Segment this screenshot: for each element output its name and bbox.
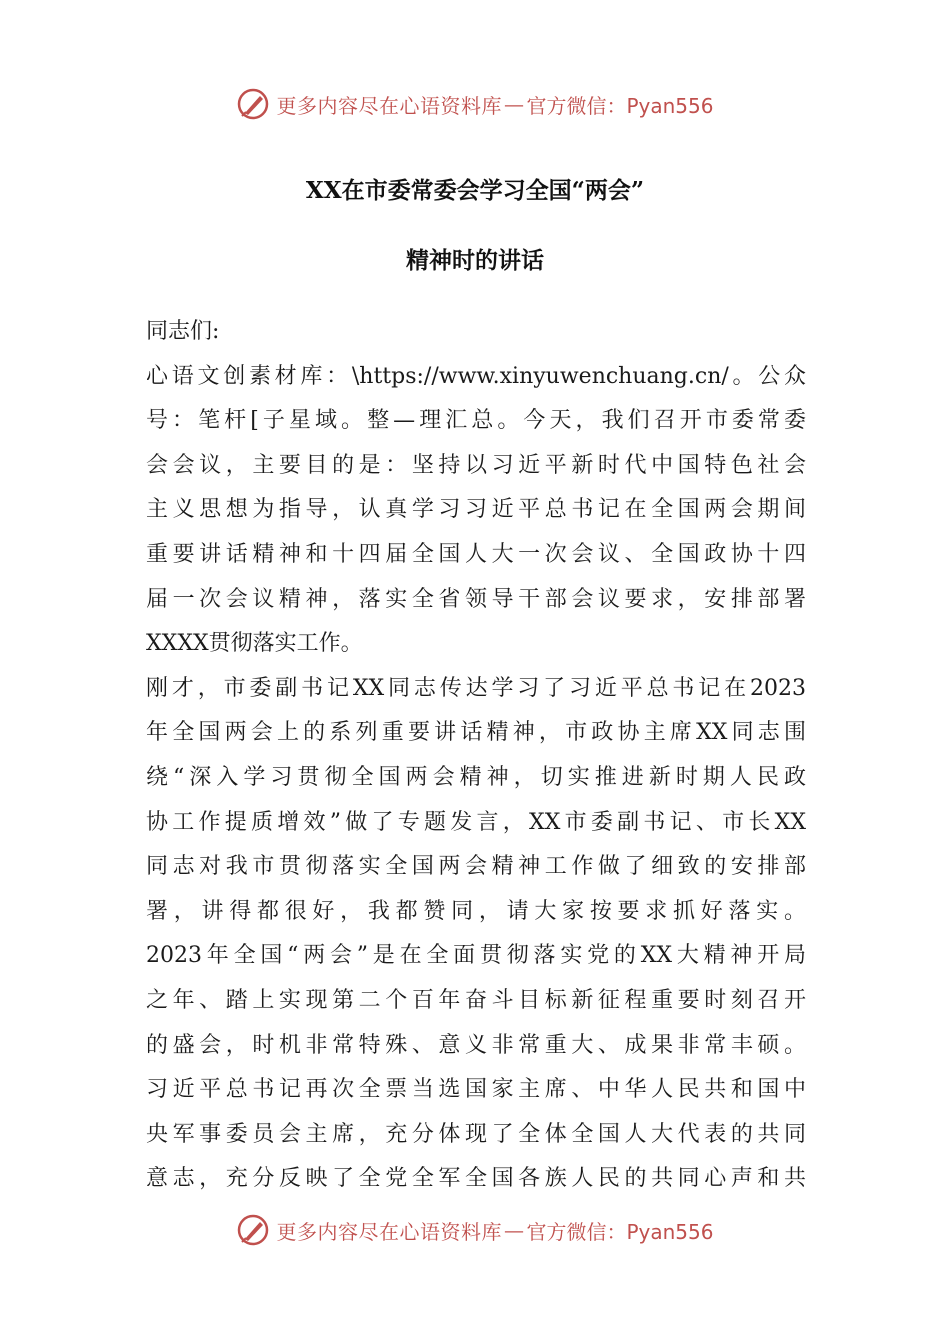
document-title-line1: XX在市委常委会学习全国“两会”	[305, 177, 645, 204]
body-line: 同志对我市贯彻落实全国两会精神工作做了细致的安排部	[146, 854, 806, 880]
body-line: 刚才，市委副书记XX同志传达学习了习近平总书记在2023	[146, 675, 806, 701]
document-body	[146, 310, 806, 1202]
banner-dash: —	[503, 1218, 525, 1242]
body-line: XXXX贯彻落实工作。	[146, 631, 363, 657]
banner-wechat: 官方微信：Pyan556	[526, 93, 714, 118]
body-line: 同志们:	[146, 319, 220, 344]
quill-logo-icon	[236, 1213, 270, 1247]
banner-dash: —	[503, 92, 525, 116]
document-title-line2: 精神时的讲话	[406, 247, 544, 274]
body-line: 意志，充分反映了全党全军全国各族人民的共同心声和共	[146, 1166, 806, 1192]
body-line: 心语文创素材库：\https://www.xinyuwenchuang.cn/。公众	[146, 363, 806, 389]
banner-text: 更多内容尽在心语资料库	[276, 1219, 502, 1244]
body-line: 的盛会，时机非常特殊、意义非常重大、成果非常丰硕。	[146, 1032, 806, 1058]
body-line: 主义思想为指导，认真学习习近平总书记在全国两会期间	[146, 497, 806, 523]
body-line: 年全国两会上的系列重要讲话精神，市政协主席XX同志围	[146, 720, 806, 746]
header-banner	[0, 82, 950, 126]
body-line: 2023年全国“两会”是在全面贯彻落实党的XX大精神开局	[146, 943, 806, 969]
body-line: 协工作提质增效”做了专题发言，XX市委副书记、市长XX	[146, 809, 806, 835]
banner-wechat: 官方微信：Pyan556	[526, 1219, 714, 1244]
body-line: 届一次会议精神，落实全省领导干部会议要求，安排部署	[146, 586, 806, 612]
body-line: 绕“深入学习贯彻全国两会精神，切实推进新时期人民政	[146, 764, 806, 790]
body-line: 署，讲得都很好，我都赞同，请大家按要求抓好落实。	[146, 898, 806, 924]
banner-text: 更多内容尽在心语资料库	[276, 93, 502, 118]
footer-banner	[0, 1208, 950, 1252]
body-line: 习近平总书记再次全票当选国家主席、中华人民共和国中	[146, 1077, 806, 1103]
quill-logo-icon	[236, 87, 270, 121]
body-line: 央军事委员会主席，充分体现了全体全国人大代表的共同	[146, 1121, 806, 1147]
body-line: 号：笔杆[子星域。整—理汇总。今天，我们召开市委常委	[146, 408, 806, 434]
body-line: 重要讲话精神和十四届全国人大一次会议、全国政协十四	[146, 541, 806, 567]
body-line: 之年、踏上实现第二个百年奋斗目标新征程重要时刻召开	[146, 987, 806, 1013]
body-line: 会会议，主要目的是：坚持以习近平新时代中国特色社会	[146, 452, 806, 478]
